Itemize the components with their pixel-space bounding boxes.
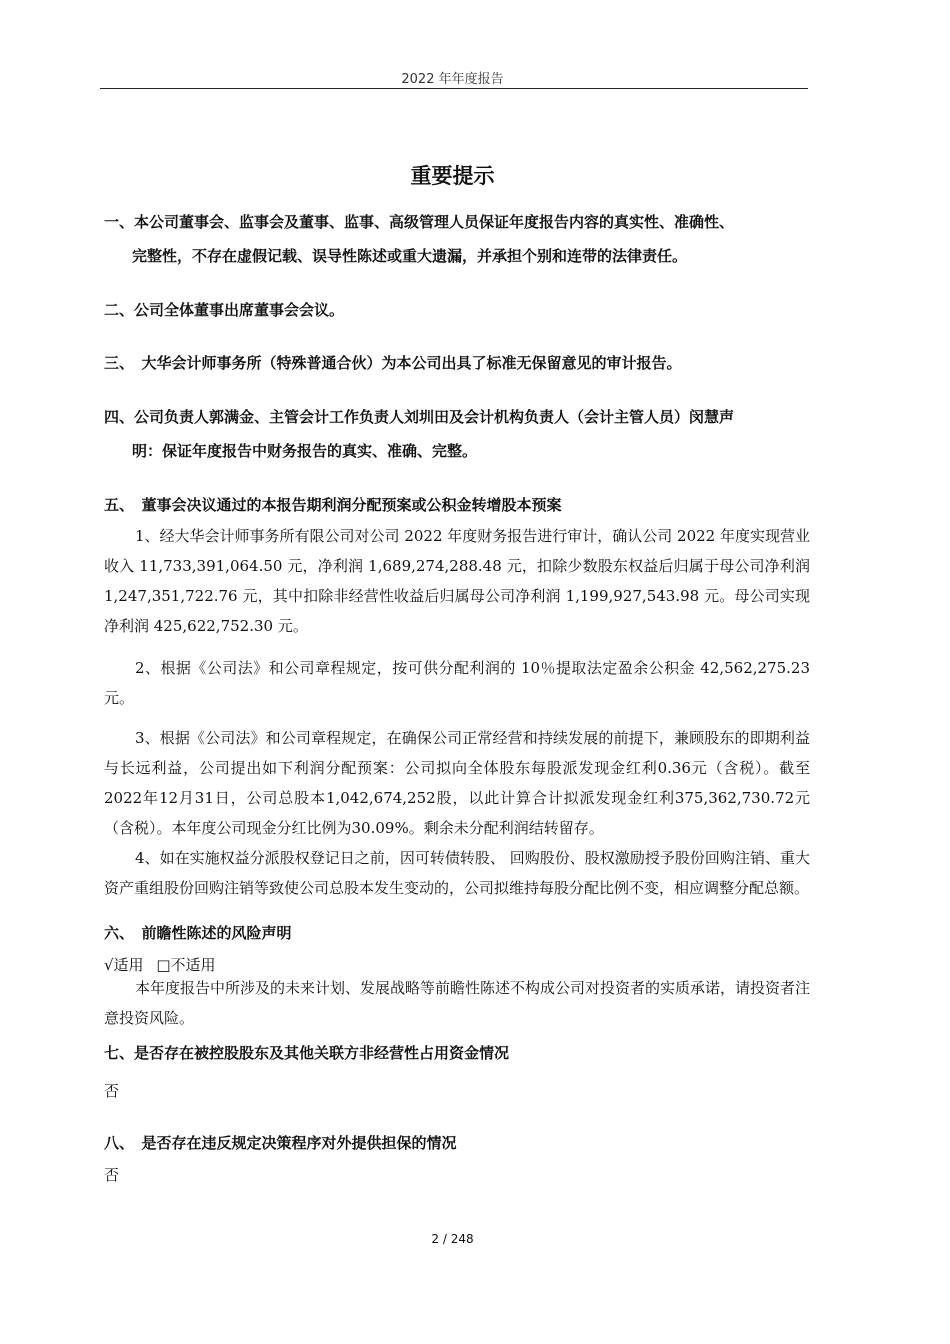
applicable-checked: √适用 — [104, 956, 144, 974]
notice-item-1-line2: 完整性，不存在虚假记载、误导性陈述或重大遗漏，并承担个别和连带的法律责任。 — [132, 247, 688, 265]
notice-item-3: 三、 大华会计师事务所（特殊普通合伙）为本公司出具了标准无保留意见的审计报告。 — [104, 354, 682, 372]
notice-item-6: 六、 前瞻性陈述的风险声明 — [104, 924, 292, 942]
notice-item-4-line2: 明：保证年度报告中财务报告的真实、准确、完整。 — [132, 442, 478, 460]
notice-item-4 — [104, 400, 812, 468]
page-title: 重要提示 — [410, 164, 495, 188]
item-8-answer: 否 — [104, 1166, 120, 1184]
profit-paragraph-1: 1、经大华会计师事务所有限公司对公司 2022 年度财务报告进行审计，确认公司 2022 年度实现营业收入 11,733,391,064.50 元，净利润 1,689,274,288.48 元，扣除少数股东权益后归属于母公司净利润 1,247,351,722.76 元，其中扣除非经营性收益后归属母公司净利润 1,199,927,543.98 元。母公司实现净利润 425,622,752.30 元。 — [104, 527, 810, 635]
header-divider — [100, 88, 808, 89]
profit-paragraph-2: 2、根据《公司法》和公司章程规定，按可供分配利润的 10％提取法定盈余公积金 42,562,275.23 元。 — [104, 659, 810, 707]
page-number: 2 / 248 — [431, 1232, 474, 1246]
notice-item-7: 七、是否存在被控股股东及其他关联方非经营性占用资金情况 — [104, 1044, 510, 1062]
notice-item-1-line1: 一、本公司董事会、监事会及董事、监事、高级管理人员保证年度报告内容的真实性、准确性、 — [104, 213, 735, 231]
forward-looking-statement: 本年度报告中所涉及的未来计划、发展战略等前瞻性陈述不构成公司对投资者的实质承诺，请投资者注意投资风险。 — [104, 979, 811, 1027]
profit-paragraph-3: 3、根据《公司法》和公司章程规定，在确保公司正常经营和持续发展的前提下，兼顾股东的即期利益与长远利益，公司提出如下利润分配预案：公司拟向全体股东每股派发现金红利0.36元（含税）。截至2022年12月31日，公司总股本1,042,674,252股，以此计算合计拟派发现金红利375,362,730.72元（含税）。本年度公司现金分红比例为30.09%。剩余未分配利润结转留存。 — [104, 729, 810, 837]
notice-item-2: 二、公司全体董事出席董事会会议。 — [104, 301, 345, 319]
item-7-answer: 否 — [104, 1082, 120, 1100]
header-title: 2022 年年度报告 — [401, 72, 504, 87]
profit-paragraph-4: 4、如在实施权益分派股权登记日之前，因可转债转股、 回购股份、股权激励授予股份回购注销、重大资产重组股份回购注销等致使公司总股本发生变动的，公司拟维持每股分配比例不变，相应调整分配总额。 — [104, 849, 810, 897]
notice-item-5: 五、 董事会决议通过的本报告期利润分配预案或公积金转增股本预案 — [104, 496, 562, 514]
notice-item-8: 八、 是否存在违反规定决策程序对外提供担保的情况 — [104, 1134, 457, 1152]
not-applicable-checkbox: □不适用 — [156, 956, 216, 974]
notice-item-1 — [104, 205, 812, 273]
notice-item-4-line1: 四、公司负责人郭满金、主管会计工作负责人刘圳田及会计机构负责人（会计主管人员）闵慧声 — [104, 408, 735, 426]
